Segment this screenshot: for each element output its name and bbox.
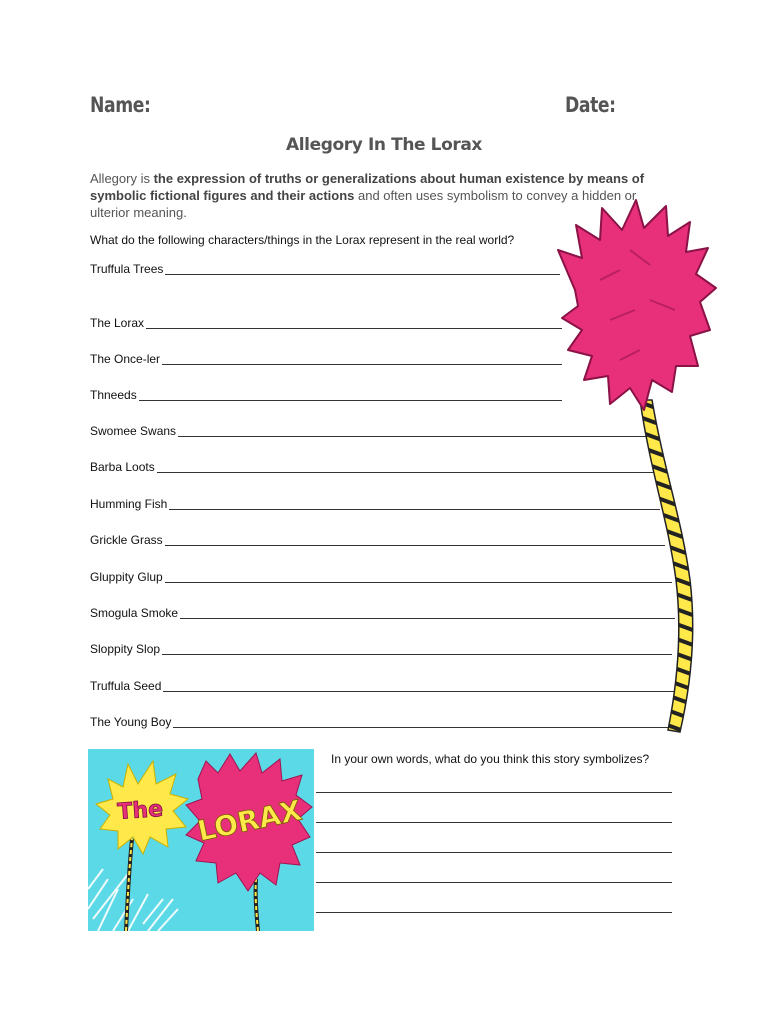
item-label: Smogula Smoke bbox=[90, 606, 179, 620]
answer-line[interactable] bbox=[139, 400, 562, 401]
item-label: Truffula Trees bbox=[90, 262, 164, 276]
item-label: The Lorax bbox=[90, 316, 145, 330]
name-label: Name: bbox=[90, 93, 151, 117]
item-label: Barba Loots bbox=[90, 460, 155, 474]
item-label: Humming Fish bbox=[90, 497, 168, 511]
item-row bbox=[90, 570, 163, 584]
item-label: Grickle Grass bbox=[90, 533, 163, 547]
answer-line[interactable] bbox=[316, 912, 672, 913]
item-label: The Once-ler bbox=[90, 352, 161, 366]
item-row bbox=[90, 679, 161, 693]
answer-line[interactable] bbox=[162, 364, 562, 365]
item-label: Sloppity Slop bbox=[90, 642, 161, 656]
definition-bold: the expression of truths or generalizations about human existence by means of symbolic fictional figures and their actions bbox=[90, 171, 645, 203]
item-row bbox=[90, 533, 163, 547]
item-label: Swomee Swans bbox=[90, 424, 177, 438]
item-row bbox=[90, 388, 137, 402]
definition-rest: and often uses symbolism to convey a hidden or ulterior meaning. bbox=[90, 188, 637, 220]
question-symbolism: In your own words, what do you think this story symbolizes? bbox=[331, 752, 650, 766]
item-row bbox=[90, 715, 171, 729]
definition-term: Allegory is bbox=[90, 171, 154, 186]
tree-tuft bbox=[558, 200, 716, 410]
cover-title-the: The bbox=[116, 796, 164, 825]
date-label: Date: bbox=[565, 93, 616, 117]
item-label: Thneeds bbox=[90, 388, 137, 402]
item-label: Gluppity Glup bbox=[90, 570, 163, 584]
lorax-cover-image bbox=[88, 749, 314, 931]
answer-line[interactable] bbox=[316, 822, 672, 823]
item-row bbox=[90, 606, 178, 620]
answer-line[interactable] bbox=[316, 792, 672, 793]
item-row bbox=[90, 497, 167, 511]
item-row bbox=[90, 316, 144, 330]
answer-line[interactable] bbox=[316, 882, 672, 883]
answer-line[interactable] bbox=[146, 328, 562, 329]
item-row bbox=[90, 642, 160, 656]
question-characters: What do the following characters/things in the Lorax represent in the real world? bbox=[90, 233, 515, 247]
item-row bbox=[90, 262, 163, 276]
item-row bbox=[90, 352, 160, 366]
tree-trunk bbox=[640, 400, 693, 732]
item-label: Truffula Seed bbox=[90, 679, 162, 693]
worksheet-title: Allegory In The Lorax bbox=[286, 135, 482, 155]
item-label: The Young Boy bbox=[90, 715, 172, 729]
truffula-tree-illustration bbox=[540, 170, 768, 740]
item-row bbox=[90, 460, 155, 474]
answer-line[interactable] bbox=[316, 852, 672, 853]
item-row bbox=[90, 424, 176, 438]
cover-title-lorax: LORAX bbox=[194, 793, 305, 848]
answer-line[interactable] bbox=[165, 274, 560, 275]
